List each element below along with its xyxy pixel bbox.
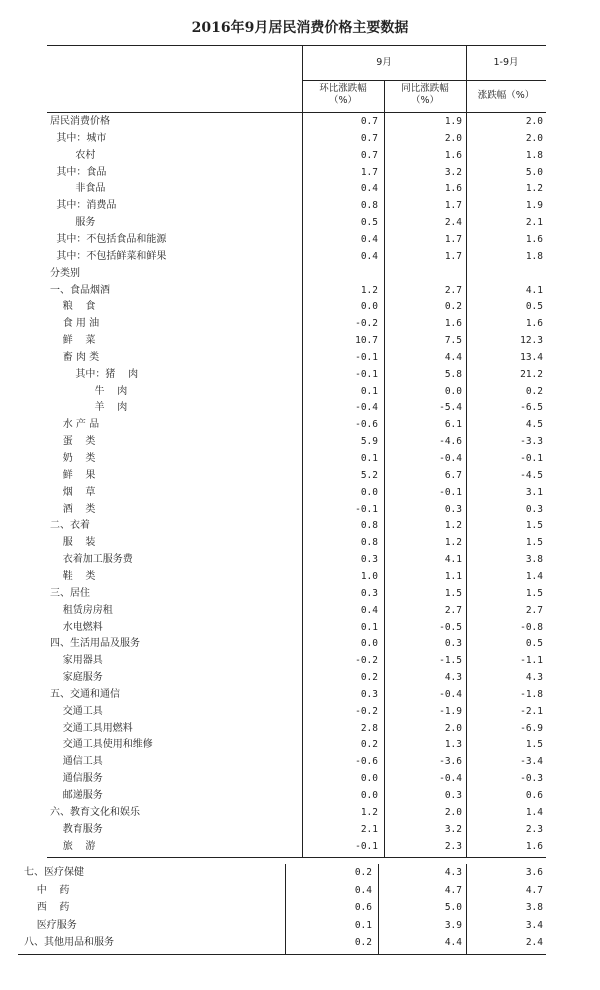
row-label: 通信工具 <box>50 756 103 768</box>
cell-mom: 0.2 <box>354 937 372 949</box>
cell-mom: 0.2 <box>360 739 378 751</box>
row-label: 非食品 <box>50 183 106 195</box>
row-label: 八、其他用品和服务 <box>24 937 114 949</box>
cell-ytd: 0.5 <box>525 301 543 313</box>
cell-yoy: 4.1 <box>444 554 462 566</box>
row-label: 旅 游 <box>50 840 96 852</box>
cell-ytd: 0.3 <box>525 503 543 515</box>
header-yoy-unit: （%） <box>410 95 440 106</box>
cell-mom: 2.1 <box>360 823 378 835</box>
cell-yoy: 0.0 <box>444 385 462 397</box>
cell-yoy: 2.0 <box>444 806 462 818</box>
row-label: 家庭服务 <box>50 672 103 684</box>
row-label: 家用器具 <box>50 655 103 667</box>
cell-ytd: 1.5 <box>525 520 543 532</box>
cell-yoy: -0.4 <box>439 773 462 785</box>
row-label: 服 装 <box>50 537 96 549</box>
cell-mom: 0.0 <box>360 486 378 498</box>
cell-mom: 0.7 <box>360 132 378 144</box>
cell-ytd: 13.4 <box>520 351 543 363</box>
cell-ytd: 1.6 <box>525 233 543 245</box>
cell-ytd: 2.7 <box>525 604 543 616</box>
row-label: 其中：消费品 <box>50 200 117 212</box>
cell-mom: 0.0 <box>360 790 378 801</box>
cell-ytd: 1.5 <box>525 587 543 599</box>
row-label: 四、生活用品及服务 <box>50 638 140 650</box>
cell-yoy: 4.3 <box>444 867 462 878</box>
row-label: 鲜 果 <box>50 469 96 481</box>
cell-yoy: -0.4 <box>439 453 462 464</box>
cell-ytd: 2.1 <box>525 217 543 229</box>
row-label: 酒 类 <box>50 503 96 515</box>
cell-mom: 1.2 <box>360 806 378 818</box>
cell-mom: 0.0 <box>360 638 378 650</box>
cell-mom: 0.8 <box>360 537 378 549</box>
cell-mom: 0.1 <box>354 919 372 931</box>
header-yoy-label: 同比涨跌幅 <box>401 83 449 94</box>
row-label: 鞋 类 <box>50 570 96 582</box>
cell-mom: 0.7 <box>360 116 378 127</box>
cell-ytd: 1.4 <box>525 806 543 818</box>
cell-mom: 0.8 <box>360 200 378 212</box>
cell-mom: 0.6 <box>354 902 372 914</box>
cell-yoy: 7.5 <box>444 335 462 347</box>
cell-yoy: 1.6 <box>444 318 462 330</box>
header-ytd-change: 涨跌幅（%） <box>477 90 535 101</box>
cell-ytd: 1.5 <box>525 537 543 549</box>
cell-yoy: -1.9 <box>439 705 462 717</box>
row-label: 衣着加工服务费 <box>50 554 133 566</box>
cell-yoy: 2.4 <box>444 217 462 229</box>
cell-yoy: 5.0 <box>444 902 462 914</box>
cell-yoy: 4.4 <box>444 351 462 363</box>
cell-yoy <box>384 265 462 282</box>
cell-ytd: 0.5 <box>525 638 543 650</box>
row-label: 邮递服务 <box>50 790 103 801</box>
cell-ytd: 4.5 <box>525 419 543 431</box>
cell-mom: 0.8 <box>360 520 378 532</box>
cell-yoy: -4.6 <box>439 436 462 448</box>
cell-ytd: 1.6 <box>525 840 543 852</box>
cell-ytd: -6.9 <box>520 722 543 734</box>
cell-ytd: -1.1 <box>520 655 543 667</box>
cell-ytd: 1.4 <box>525 570 543 582</box>
cell-mom: 0.1 <box>360 621 378 633</box>
cell-ytd: 0.2 <box>525 385 543 397</box>
row-label: 其中：城市 <box>50 132 107 144</box>
cell-ytd: 2.0 <box>525 132 543 144</box>
row-label: 六、教育文化和娱乐 <box>50 806 140 818</box>
row-label: 通信服务 <box>50 773 103 785</box>
cell-ytd: -3.4 <box>520 756 543 768</box>
table-top-rule <box>47 45 546 46</box>
cell-ytd: 2.4 <box>525 937 543 949</box>
cell-yoy: -0.5 <box>439 621 462 633</box>
row-label: 羊 肉 <box>50 402 128 414</box>
row-label: 农村 <box>50 149 96 161</box>
row-label: 其中：不包括鲜菜和鲜果 <box>50 250 167 262</box>
row-label: 鲜 菜 <box>50 335 96 347</box>
row-label: 其中：食品 <box>50 166 107 178</box>
row-label: 居民消费价格 <box>50 116 110 127</box>
row-label: 西 药 <box>24 902 70 914</box>
row-label: 畜 肉 类 <box>50 351 100 363</box>
header-mom <box>302 83 384 107</box>
cell-yoy: 1.7 <box>444 233 462 245</box>
header-mom-unit: （%） <box>328 95 358 106</box>
cell-yoy: 0.2 <box>444 301 462 313</box>
cell-ytd: -0.3 <box>520 773 543 785</box>
row-label: 其中：猪 肉 <box>50 368 139 380</box>
header-mom-label: 环比涨跌幅 <box>319 83 367 94</box>
cell-yoy: 1.2 <box>444 537 462 549</box>
cell-mom: -0.2 <box>355 318 378 330</box>
cell-mom: 0.7 <box>360 149 378 161</box>
row-label: 二、衣着 <box>50 520 90 532</box>
cell-mom: 5.2 <box>360 469 378 481</box>
row-label: 中 药 <box>24 884 70 896</box>
cell-mom: 0.4 <box>354 884 372 896</box>
cell-yoy: 4.3 <box>444 672 462 684</box>
cell-mom: 1.2 <box>360 284 378 296</box>
cell-mom: 1.7 <box>360 166 378 178</box>
cell-yoy: -3.6 <box>439 756 462 768</box>
cell-ytd: -3.3 <box>520 436 543 448</box>
cell-ytd: 3.8 <box>525 554 543 566</box>
row-label: 烟 草 <box>50 486 96 498</box>
cell-yoy: 1.2 <box>444 520 462 532</box>
cell-mom: 0.4 <box>360 183 378 195</box>
cell-yoy: 6.7 <box>444 469 462 481</box>
table-title: 2016年9月居民消费价格主要数据 <box>191 20 409 36</box>
cell-yoy: 1.5 <box>444 587 462 599</box>
cell-ytd: 12.3 <box>520 335 543 347</box>
cell-ytd: 3.1 <box>525 486 543 498</box>
cell-mom: -0.1 <box>355 368 378 380</box>
header-ytd: 1-9月 <box>493 57 519 68</box>
cell-ytd: -0.1 <box>520 453 543 464</box>
cell-yoy: -5.4 <box>439 402 462 414</box>
cell-ytd: 3.6 <box>525 867 543 878</box>
cell-yoy: 2.0 <box>444 722 462 734</box>
cell-mom: -0.2 <box>355 655 378 667</box>
row-label: 分类别 <box>50 267 80 279</box>
cell-yoy: 1.6 <box>444 149 462 161</box>
cell-mom: 1.0 <box>360 570 378 582</box>
cell-mom: 0.4 <box>360 250 378 262</box>
cell-ytd: 5.0 <box>525 166 543 178</box>
cell-ytd <box>466 265 543 282</box>
cell-ytd: -6.5 <box>520 402 543 414</box>
section1-bottom-rule <box>47 857 546 858</box>
cell-ytd: 1.2 <box>525 183 543 195</box>
cell-yoy: 1.6 <box>444 183 462 195</box>
cell-mom: 2.8 <box>360 722 378 734</box>
cell-ytd: 1.5 <box>525 739 543 751</box>
header-month-rule <box>302 80 546 81</box>
cell-ytd: 21.2 <box>520 368 543 380</box>
cell-mom: 0.2 <box>360 672 378 684</box>
cell-mom: 0.1 <box>360 385 378 397</box>
cell-ytd: 1.8 <box>525 250 543 262</box>
cell-ytd: 2.3 <box>525 823 543 835</box>
cell-yoy: 2.7 <box>444 604 462 616</box>
cell-mom: 0.3 <box>360 587 378 599</box>
row-label: 粮 食 <box>50 301 96 313</box>
row-label: 奶 类 <box>50 453 96 464</box>
cell-yoy: 4.4 <box>444 937 462 949</box>
cell-yoy: 2.3 <box>444 840 462 852</box>
row-label: 交通工具 <box>50 705 103 717</box>
cell-yoy: 4.7 <box>444 884 462 896</box>
cell-mom: -0.6 <box>355 756 378 768</box>
row-label: 水 产 品 <box>50 419 100 431</box>
cell-mom: -0.4 <box>355 402 378 414</box>
cell-yoy: 0.3 <box>444 638 462 650</box>
cell-mom: 0.4 <box>360 604 378 616</box>
cell-ytd: 1.9 <box>525 200 543 212</box>
cell-ytd: 1.8 <box>525 149 543 161</box>
cell-mom: 0.3 <box>360 688 378 700</box>
cell-yoy: -0.1 <box>439 486 462 498</box>
cell-mom: 10.7 <box>355 335 378 347</box>
cell-ytd: 3.4 <box>525 919 543 931</box>
cell-ytd: 4.7 <box>525 884 543 896</box>
cell-yoy: 1.7 <box>444 250 462 262</box>
cell-mom: 5.9 <box>360 436 378 448</box>
cell-mom: 0.1 <box>360 453 378 464</box>
row-label: 服务 <box>50 217 96 229</box>
cell-yoy: 3.2 <box>444 166 462 178</box>
row-label: 其中：不包括食品和能源 <box>50 233 167 245</box>
row-label: 牛 肉 <box>50 385 128 397</box>
cell-ytd: 4.3 <box>525 672 543 684</box>
cell-ytd: -4.5 <box>520 469 543 481</box>
cell-yoy: 0.3 <box>444 790 462 801</box>
cell-mom: -0.2 <box>355 705 378 717</box>
cell-yoy: -1.5 <box>439 655 462 667</box>
cell-mom <box>302 265 378 282</box>
cell-mom: -0.1 <box>355 503 378 515</box>
cell-ytd: -2.1 <box>520 705 543 717</box>
cell-ytd: 0.6 <box>525 790 543 801</box>
cell-yoy: 2.7 <box>444 284 462 296</box>
row-label: 五、交通和通信 <box>50 688 120 700</box>
row-label: 水电燃料 <box>50 621 103 633</box>
cell-mom: 0.3 <box>360 554 378 566</box>
cell-yoy: 2.0 <box>444 132 462 144</box>
cell-yoy: 1.9 <box>444 116 462 127</box>
cell-mom: 0.2 <box>354 867 372 878</box>
header-month: 9月 <box>376 57 392 68</box>
cell-yoy: 3.2 <box>444 823 462 835</box>
row-label: 交通工具用燃料 <box>50 722 133 734</box>
cell-mom: 0.5 <box>360 217 378 229</box>
cell-yoy: 1.7 <box>444 200 462 212</box>
cell-yoy: 3.9 <box>444 919 462 931</box>
cell-mom: 0.4 <box>360 233 378 245</box>
cell-mom: -0.6 <box>355 419 378 431</box>
cell-yoy: 5.8 <box>444 368 462 380</box>
row-label: 食 用 油 <box>50 318 100 330</box>
row-label: 交通工具使用和维修 <box>50 739 153 751</box>
cell-mom: 0.0 <box>360 773 378 785</box>
cell-ytd: -0.8 <box>520 621 543 633</box>
cell-mom: -0.1 <box>355 351 378 363</box>
cell-ytd: 1.6 <box>525 318 543 330</box>
cell-ytd: 4.1 <box>525 284 543 296</box>
cell-yoy: 1.3 <box>444 739 462 751</box>
header-yoy <box>384 83 466 107</box>
row-label: 教育服务 <box>50 823 103 835</box>
row-label: 蛋 类 <box>50 436 96 448</box>
cell-mom: -0.1 <box>355 840 378 852</box>
cell-yoy: 6.1 <box>444 419 462 431</box>
row-label: 医疗服务 <box>24 919 77 931</box>
cell-yoy: 0.3 <box>444 503 462 515</box>
cell-yoy: 1.1 <box>444 570 462 582</box>
cell-mom: 0.0 <box>360 301 378 313</box>
row-label: 一、食品烟酒 <box>50 284 110 296</box>
cell-ytd: 2.0 <box>525 116 543 127</box>
cell-ytd: -1.8 <box>520 688 543 700</box>
row-label: 七、医疗保健 <box>24 867 84 878</box>
cell-yoy: -0.4 <box>439 688 462 700</box>
row-label: 租赁房房租 <box>50 604 113 616</box>
row-label: 三、居住 <box>50 587 90 599</box>
cell-ytd: 3.8 <box>525 902 543 914</box>
